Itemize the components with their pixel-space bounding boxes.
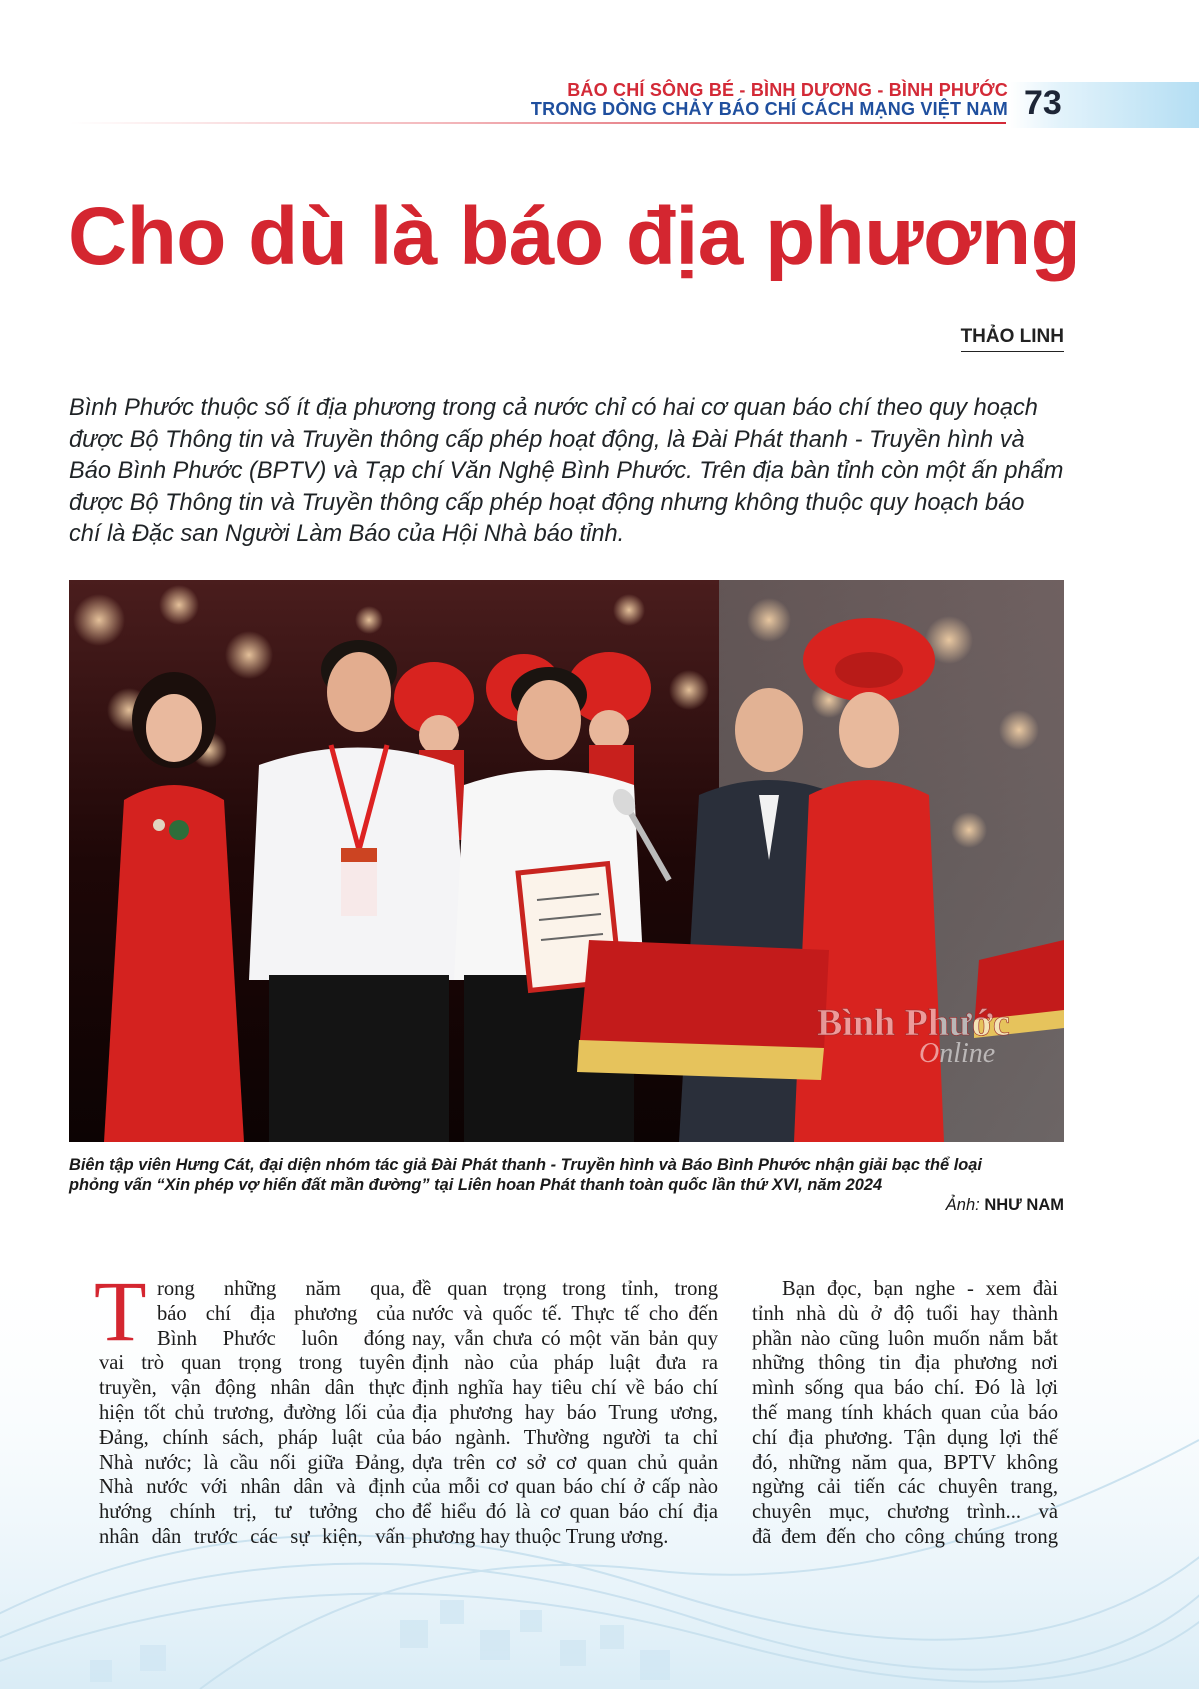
article-lede [69,393,1069,551]
article-title: Cho dù là báo địa phương [68,191,1081,282]
article-author: THẢO LINH [961,326,1064,352]
body-line: hướng chính trị, tư tưởng cho [99,1501,405,1524]
body-line: báo chí địa phương của [157,1302,405,1325]
body-line: hiện tốt chủ trương, đường lối của [99,1401,405,1424]
body-line: phần nào cũng luôn muốn nắm bắt [752,1327,1058,1350]
body-line: nay, vẫn chưa có một văn bản quy [412,1327,718,1350]
body-line: chuyên mục, chương trình... và [752,1501,1058,1524]
body-line: chí địa phương. Tận dụng lợi thế [752,1426,1058,1449]
credit-name: NHƯ NAM [984,1196,1064,1214]
body-line: dựa trên cơ sở cơ quan chủ quản [412,1451,718,1474]
body-line: ngừng cải tiến các chuyên trang, [752,1476,1058,1499]
body-line: để hiểu đó là cơ quan báo chí địa [412,1501,718,1524]
header-subtitle: TRONG DÒNG CHẢY BÁO CHÍ CÁCH MẠNG VIỆT NAM [530,99,1008,119]
header-kicker: BÁO CHÍ SÔNG BÉ - BÌNH DƯƠNG - BÌNH PHƯỚC [567,80,1008,100]
body-line: tỉnh nhà dù ở độ tuổi hay thành [752,1302,1058,1325]
body-line: mình sống qua báo chí. Đó là lợi [752,1377,1058,1400]
body-line: những thông tin địa phương nơi [752,1352,1058,1375]
body-line: báo ngành. Thường người ta chỉ [412,1426,718,1449]
photo-credit [946,1196,1064,1215]
body-line: đề quan trọng trong tỉnh, trong [412,1278,718,1300]
body-line: truyền, vận động nhân dân thực [99,1377,405,1400]
photo-watermark: Bình Phước [817,1002,1010,1044]
body-line: nhân dân trước các sự kiện, vấn [99,1525,405,1548]
photo-illustration [69,580,1064,1142]
body-line: thế mang tính khách quan của báo [752,1401,1058,1424]
credit-label: Ảnh: [945,1196,980,1214]
photo-watermark-sub: Online [919,1038,996,1069]
body-column-2 [412,1277,718,1550]
lede-line: Bình Phước thuộc số ít địa phương trong cả nước chỉ có hai cơ quan báo chí theo quy hoạch [69,395,1038,421]
body-line: nước và quốc tế. Thực tế cho đến [412,1302,718,1325]
lede-line: chí là Đặc san Người Làm Báo của Hội Nhà báo tỉnh. [69,521,625,548]
lede-line: được Bộ Thông tin và Truyền thông cấp phép hoạt động nhưng không thuộc quy hoạch báo [69,489,1025,516]
body-line: rong những năm qua, [157,1278,405,1300]
body-line: Bình Phước luôn đóng [157,1327,405,1350]
lede-line: được Bộ Thông tin và Truyền thông cấp phép hoạt động, là Đài Phát thanh - Truyền hình và [69,426,1025,453]
body-line: địa phương hay báo Trung ương, [412,1401,718,1424]
body-line: Bạn đọc, bạn nghe - xem đài [782,1278,1058,1300]
body-line: của mỗi cơ quan báo chí ở cấp nào [412,1476,718,1499]
award-ceremony-photo [69,580,1064,1142]
body-line: định nghĩa hay tiêu chí về báo chí [412,1377,718,1400]
lede-line: Báo Bình Phước (BPTV) và Tạp chí Văn Nghệ Bình Phước. Trên địa bàn tỉnh còn một ấn phẩm [69,458,1064,485]
header-rule [70,122,1006,124]
body-line: Nhà nước; là cầu nối giữa Đảng, [99,1451,405,1474]
body-line: Nhà nước với nhân dân và định [99,1476,405,1499]
caption-line: phỏng vấn “Xin phép vợ hiến đất mần đường” tại Liên hoan Phát thanh toàn quốc lần thứ XVI, năm 2024 [69,1176,883,1194]
body-column-3 [752,1277,1058,1550]
body-column-1 [99,1277,405,1550]
body-line: vai trò quan trọng trong tuyên [99,1352,405,1375]
page-number: 73 [1024,84,1062,122]
body-line: phương hay thuộc Trung ương. [412,1525,669,1548]
body-line: đã đem đến cho công chúng trong [752,1525,1058,1548]
drop-cap: T [94,1263,147,1359]
body-line: đó, những năm qua, BPTV không [752,1451,1058,1474]
photo-caption [69,1155,1069,1195]
body-line: định nào của pháp luật đưa ra [412,1352,718,1375]
caption-line: Biên tập viên Hưng Cát, đại diện nhóm tác giả Đài Phát thanh - Truyền hình và Báo Bình Phước nhận giải bạc thể loại [69,1156,982,1174]
body-line: Đảng, chính sách, pháp luật của [99,1426,405,1449]
